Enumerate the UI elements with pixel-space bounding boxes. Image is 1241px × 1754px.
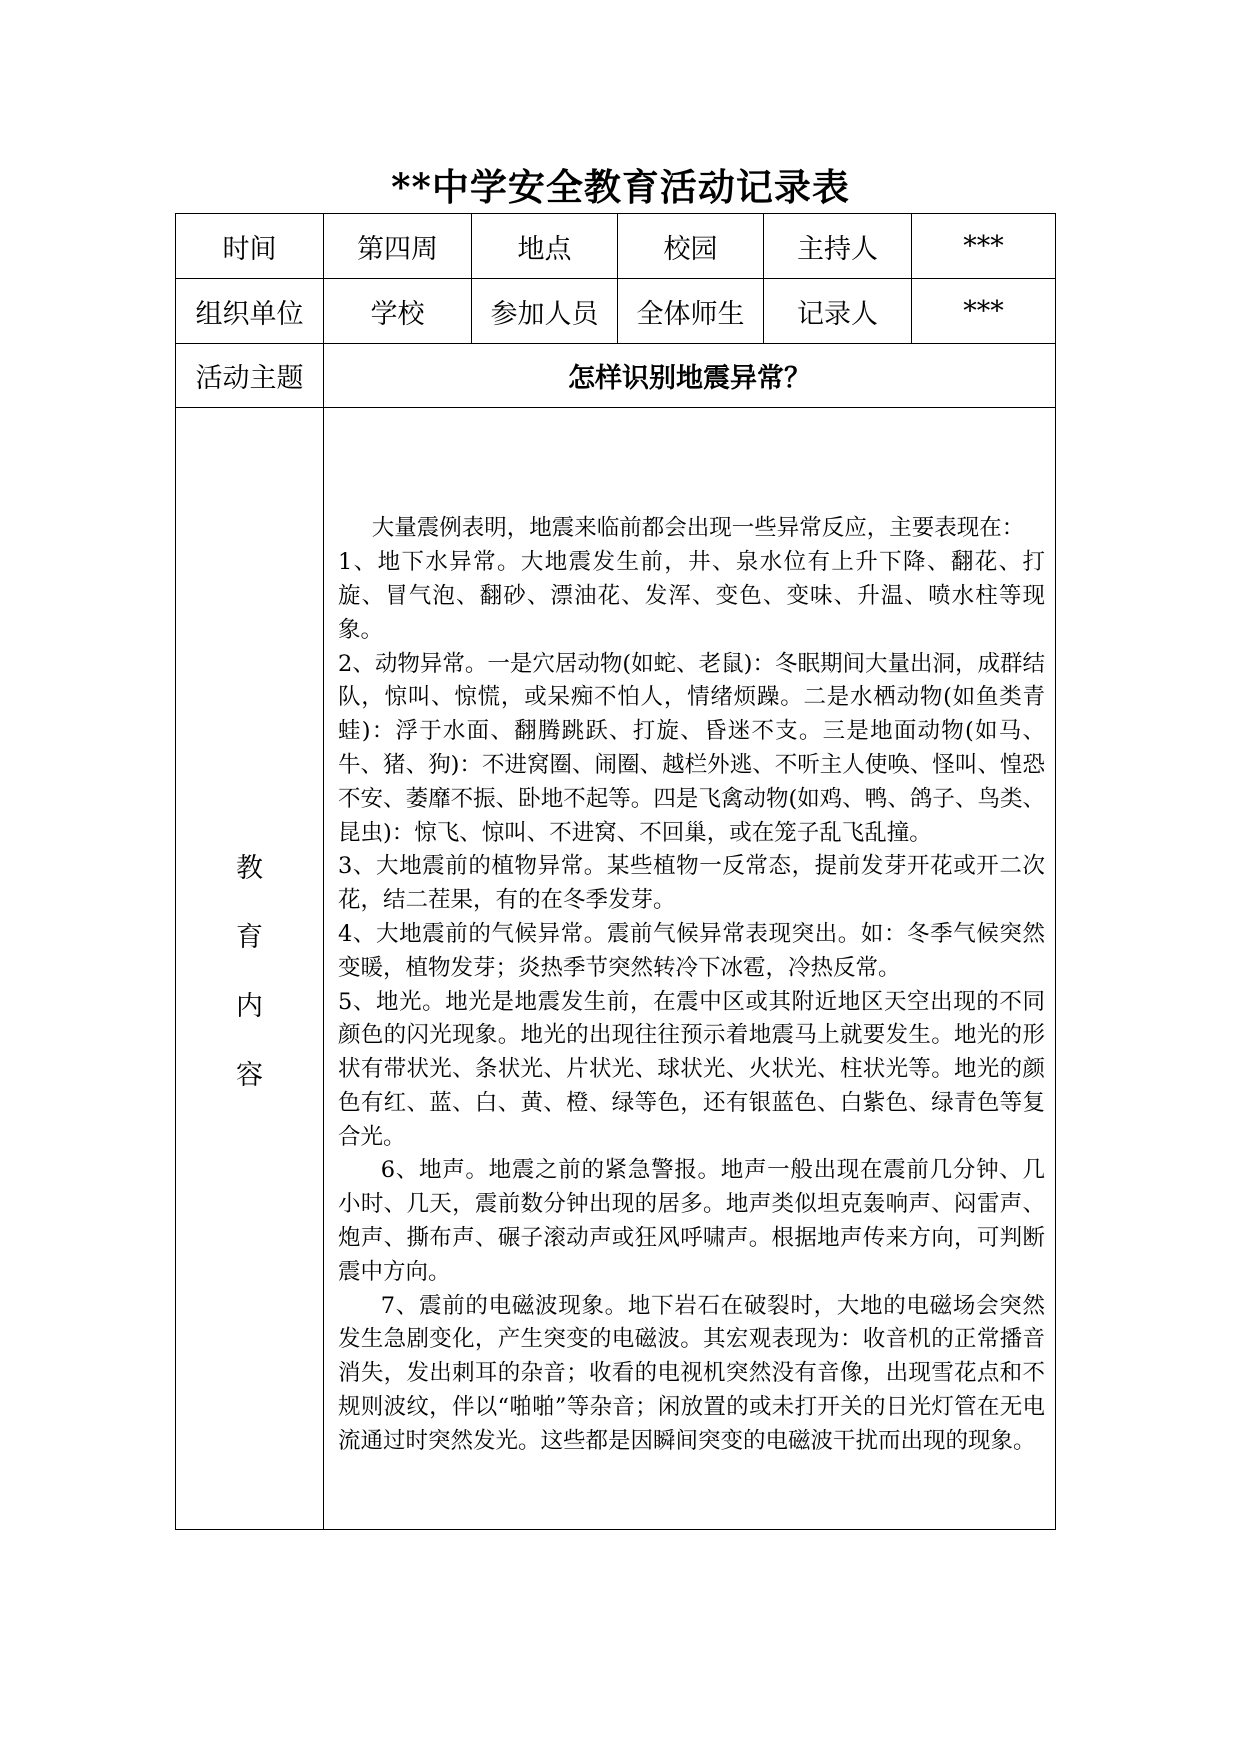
participants-label: 参加人员 <box>472 279 618 344</box>
content-item-animals: 2、动物异常。一是穴居动物(如蛇、老鼠)：冬眠期间大量出洞，成群结队，惊叫、惊慌，或呆痴不怕人，情绪烦躁。二是水栖动物(如鱼类青蛙)：浮于水面、翻腾跳跃、打旋、昏迷不支。三是地面动物(如马、牛、猪、狗)：不进窝圈、闹圈、越栏外逃、不听主人使唤、怪叫、惶恐不安、萎靡不振、卧地不起等。四是飞禽动物(如鸡、鸭、鸽子、鸟类、昆虫)：惊飞、惊叫、不进窝、不回巢，或在笼子乱飞乱撞。 <box>338 650 1045 846</box>
content-label-char: 育 <box>236 921 263 953</box>
content-item-earthquake-sound: 6、地声。地震之前的紧急警报。地声一般出现在震前几分钟、几小时、几天，震前数分钟出现的居多。地声类似坦克轰响声、闷雷声、炮声、撕布声、碾子滚动声或狂风呼啸声。根据地声传来方向，可判断震中方向。 <box>338 1157 1045 1285</box>
table-row-time <box>176 214 1056 279</box>
theme-value: 怎样识别地震异常？ <box>324 344 1056 408</box>
recorder-label: 记录人 <box>764 279 912 344</box>
host-label: 主持人 <box>764 214 912 279</box>
host-value: *** <box>912 214 1056 279</box>
content-item-water: 1、地下水异常。大地震发生前，井、泉水位有上升下降、翻花、打旋、冒气泡、翻砂、漂油花、发浑、变色、变味、升温、喷水柱等现象。 <box>338 549 1045 643</box>
theme-label: 活动主题 <box>176 344 324 408</box>
participants-value: 全体师生 <box>618 279 764 344</box>
content-cell <box>324 408 1056 1530</box>
content-item-climate: 4、大地震前的气候异常。震前气候异常表现突出。如：冬季气候突然变暖，植物发芽；炎热季节突然转冷下冰雹，冷热反常。 <box>338 920 1045 981</box>
content-item-earthquake-light: 5、地光。地光是地震发生前，在震中区或其附近地区天空出现的不同颜色的闪光现象。地光的出现往往预示着地震马上就要发生。地光的形状有带状光、条状光、片状光、球状光、火状光、柱状光等。地光的颜色有红、蓝、白、黄、橙、绿等色，还有银蓝色、白紫色、绿青色等复合光。 <box>338 988 1045 1150</box>
content-item-plants: 3、大地震前的植物异常。某些植物一反常态，提前发芽开花或开二次花，结二茬果，有的在冬季发芽。 <box>338 853 1045 914</box>
table-row-theme <box>176 344 1056 408</box>
place-value: 校园 <box>618 214 764 279</box>
org-value: 学校 <box>324 279 472 344</box>
page-title: **中学安全教育活动记录表 <box>391 165 850 209</box>
content-body <box>324 478 1055 1458</box>
record-table <box>175 213 1056 1530</box>
content-intro: 大量震例表明，地震来临前都会出现一些异常反应，主要表现在： <box>371 515 1025 542</box>
table-row-org <box>176 279 1056 344</box>
content-label-char: 教 <box>236 852 263 884</box>
recorder-value: *** <box>912 279 1056 344</box>
org-label: 组织单位 <box>176 279 324 344</box>
content-label-char: 容 <box>236 1059 263 1091</box>
content-item-electromagnetic: 7、震前的电磁波现象。地下岩石在破裂时，大地的电磁场会突然发生急剧变化，产生突变的电磁波。其宏观表现为：收音机的正常播音消失，发出刺耳的杂音；收看的电视机突然没有音像，出现雪花点和不规则波纹，伴以“啪啪”等杂音；闲放置的或未打开关的日光灯管在无电流通过时突然发光。这些都是因瞬间突变的电磁波干扰而出现的现象。 <box>338 1292 1045 1454</box>
time-label: 时间 <box>176 214 324 279</box>
content-label-char: 内 <box>236 990 263 1022</box>
time-value: 第四周 <box>324 214 472 279</box>
place-label: 地点 <box>472 214 618 279</box>
content-label <box>176 408 324 1530</box>
table-row-content <box>176 408 1056 1530</box>
